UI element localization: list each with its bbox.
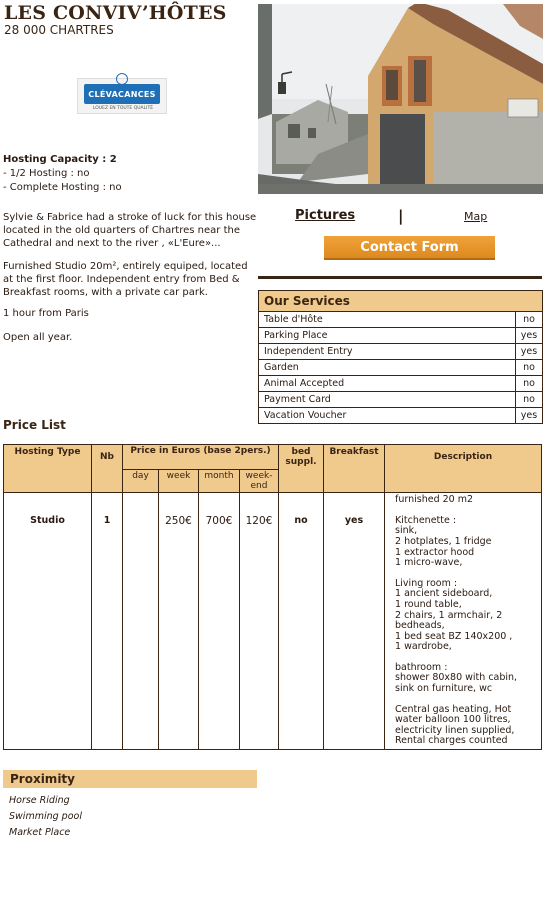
service-value: no — [516, 312, 543, 328]
header-weekend: week-end — [240, 470, 279, 493]
cell-week: 250€ — [159, 493, 199, 750]
service-row — [259, 408, 543, 424]
cell-breakfast: yes — [324, 493, 385, 750]
desc-line: sink, — [395, 525, 418, 537]
desc-line: Rental charges counted — [395, 735, 508, 747]
service-row — [259, 360, 543, 376]
nav-separator: | — [398, 207, 404, 225]
header-nb: Nb — [92, 445, 123, 493]
service-row — [259, 392, 543, 408]
desc-line: 1 round table, — [395, 598, 462, 610]
proximity-item: Horse Riding — [9, 795, 70, 806]
price-table — [3, 444, 542, 750]
pictures-link[interactable]: Pictures — [295, 208, 356, 223]
header-hosting-type: Hosting Type — [4, 445, 92, 493]
cell-type: Studio — [4, 493, 92, 750]
desc-line: bathroom : — [395, 661, 448, 673]
service-value: no — [516, 376, 543, 392]
service-value: yes — [516, 408, 543, 424]
complete-hosting: - Complete Hosting : no — [3, 182, 122, 193]
desc-line: water balloon 100 litres, — [395, 714, 511, 726]
services-title: Our Services — [259, 291, 543, 312]
service-value: no — [516, 360, 543, 376]
proximity-item: Swimming pool — [9, 811, 82, 822]
desc-line: Living room : — [395, 577, 458, 589]
desc-line: 1 ancient sideboard, — [395, 588, 493, 600]
service-value: no — [516, 392, 543, 408]
desc-line: shower 80x80 with cabin, — [395, 672, 518, 684]
desc-line: sink on furniture, wc — [395, 683, 493, 695]
desc-line: 1 micro-wave, — [395, 557, 463, 569]
header-price: Price in Euros (base 2pers.) — [123, 445, 279, 470]
section-divider — [258, 276, 542, 279]
header-week: week — [159, 470, 199, 493]
desc-line: 1 bed seat BZ 140x200 , — [395, 630, 513, 642]
header-bed-suppl: bed suppl. — [279, 445, 324, 493]
clevacances-logo — [77, 78, 167, 114]
desc-line: electricity linen supplied, — [395, 724, 515, 736]
logo-brand: CLÉVACANCES — [84, 84, 160, 104]
logo-tagline: LOUEZ EN TOUTE QUALITÉ — [92, 106, 154, 111]
house-photo — [258, 4, 543, 194]
proximity-item: Market Place — [9, 827, 71, 838]
cell-month: 700€ — [199, 493, 240, 750]
service-label: Animal Accepted — [259, 376, 516, 392]
header-description: Description — [385, 445, 542, 493]
desc-line: Central gas heating, Hot — [395, 703, 512, 715]
desc-line: Kitchenette : — [395, 514, 457, 526]
description-intro: Sylvie & Fabrice had a stroke of luck for this house located in the old quarters of Chartres near the Cathedral and next to the river , «L'Eure»... — [3, 212, 257, 249]
table-row — [4, 493, 542, 750]
page-title: LES CONVIV’HÔTES — [4, 2, 227, 24]
cell-nb: 1 — [92, 493, 123, 750]
hosting-capacity: Hosting Capacity : 2 — [3, 154, 117, 165]
desc-line: 2 chairs, 1 armchair, 2 — [395, 609, 503, 621]
service-row — [259, 344, 543, 360]
page-subtitle: 28 000 CHARTRES — [4, 23, 114, 37]
service-row — [259, 376, 543, 392]
header-day: day — [123, 470, 159, 493]
service-label: Garden — [259, 360, 516, 376]
desc-line: 1 wardrobe, — [395, 641, 452, 653]
desc-line: 1 extractor hood — [395, 546, 475, 558]
half-hosting: - 1/2 Hosting : no — [3, 168, 90, 179]
service-value: yes — [516, 344, 543, 360]
desc-line: furnished 20 m2 — [395, 494, 474, 506]
service-label: Payment Card — [259, 392, 516, 408]
description-distance: 1 hour from Paris — [3, 308, 89, 319]
proximity-title: Proximity — [3, 770, 257, 788]
description-opening: Open all year. — [3, 332, 73, 343]
proximity-list — [9, 793, 82, 841]
cell-description — [385, 493, 542, 750]
cell-weekend: 120€ — [240, 493, 279, 750]
desc-line: 2 hotplates, 1 fridge — [395, 535, 492, 547]
contact-form-button[interactable]: Contact Form — [324, 236, 495, 260]
service-label: Table d'Hôte — [259, 312, 516, 328]
description-studio: Furnished Studio 20m², entirely equiped, located at the first floor. Independent entry from Bed & Breakfast rooms, with a private car park. — [3, 261, 248, 298]
header-month: month — [199, 470, 240, 493]
service-row — [259, 312, 543, 328]
header-breakfast: Breakfast — [324, 445, 385, 493]
services-table — [258, 290, 543, 424]
cell-bed: no — [279, 493, 324, 750]
cell-day — [123, 493, 159, 750]
price-list-title: Price List — [3, 418, 66, 432]
map-link[interactable]: Map — [464, 210, 488, 223]
service-label: Independent Entry — [259, 344, 516, 360]
service-value: yes — [516, 328, 543, 344]
service-row — [259, 328, 543, 344]
service-label: Parking Place — [259, 328, 516, 344]
desc-line: bedheads, — [395, 620, 445, 632]
service-label: Vacation Voucher — [259, 408, 516, 424]
